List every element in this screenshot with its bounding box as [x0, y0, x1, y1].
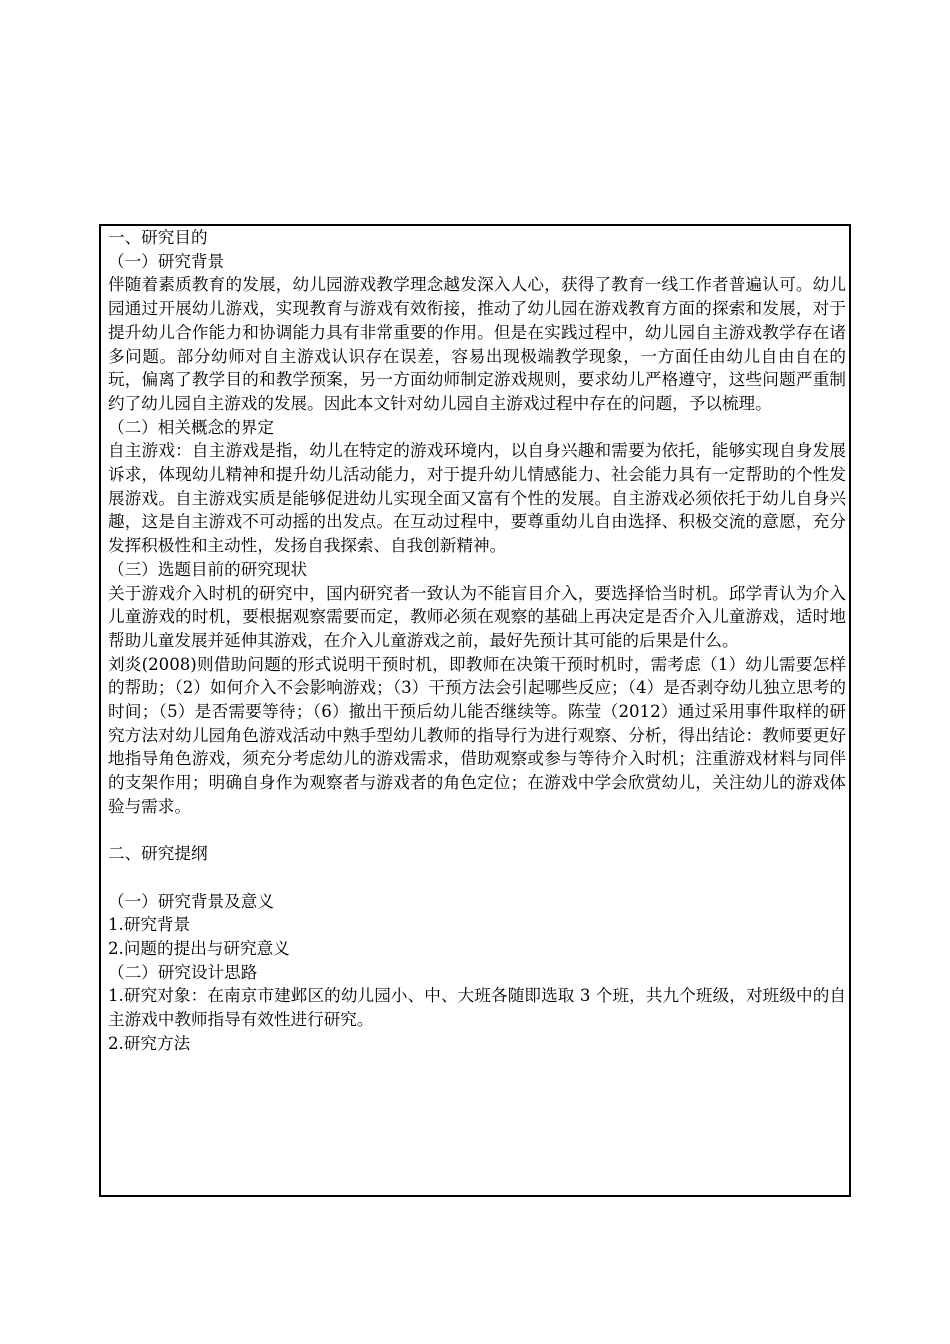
concepts-paragraph: 自主游戏：自主游戏是指，幼儿在特定的游戏环境内，以自身兴趣和需要为依托，能够实现自身发展诉求，体现幼儿精神和提升幼儿活动能力，对于提升幼儿情感能力、社会能力具有一定帮助的个性发展游戏。自主游戏实质是能够促进幼儿实现全面又富有个性的发展。自主游戏必须依托于幼儿自身兴趣，这是自主游戏不可动摇的出发点。在互动过程中，要尊重幼儿自由选择、积极交流的意愿，充分发挥积极性和主动性，发扬自我探索、自我创新精神。 — [108, 441, 846, 556]
outline-item: 1.研究背景 — [108, 915, 191, 935]
spacer — [108, 866, 846, 890]
outline-item: 2.问题的提出与研究意义 — [108, 939, 290, 959]
status-paragraph-1: 关于游戏介入时机的研究中，国内研究者一致认为不能盲目介入，要选择恰当时机。邱学青认为介入儿童游戏的时机，要根据观察需要而定，教师必须在观察的基础上再决定是否介入儿童游戏，适时地帮助儿童发展并延伸其游戏，在介入儿童游戏之前，最好先预计其可能的后果是什么。 — [108, 583, 846, 650]
subsection-background-title: （一）研究背景 — [108, 251, 225, 271]
background-paragraph: 伴随着素质教育的发展，幼儿园游戏教学理念越发深入人心，获得了教育一线工作者普遍认可。幼儿园通过开展幼儿游戏，实现教育与游戏有效衔接，推动了幼儿园在游戏教育方面的探索和发展，对于提升幼儿合作能力和协调能力具有非常重要的作用。但是在实践过程中，幼儿园自主游戏教学存在诸多问题。部分幼师对自主游戏认识存在误差，容易出现极端教学现象，一方面任由幼儿自由自在的玩，偏离了教学目的和教学预案，另一方面幼师制定游戏规则，要求幼儿严格遵守，这些问题严重制约了幼儿园自主游戏的发展。因此本文针对幼儿园自主游戏过程中存在的问题，予以梳理。 — [108, 275, 846, 413]
outline-item: 1.研究对象：在南京市建邺区的幼儿园小、中、大班各随即选取 3 个班，共九个班级，对班级中的自主游戏中教师指导有效性进行研究。 — [108, 986, 846, 1030]
outline-item: 2.研究方法 — [108, 1033, 191, 1053]
subsection-status-title: （三）选题目前的研究现状 — [108, 559, 308, 579]
outline-background-title: （一）研究背景及意义 — [108, 891, 274, 911]
subsection-concepts-title: （二）相关概念的界定 — [108, 417, 274, 437]
section-2-title: 二、研究提纲 — [108, 844, 208, 864]
status-paragraph-2: 刘炎(2008)则借助问题的形式说明干预时机，即教师在决策干预时机时，需考虑（1）幼儿需要怎样的帮助；（2）如何介入不会影响游戏；（3）干预方法会引起哪些反应；（4）是否剥夺幼儿独立思考的时间；（5）是否需要等待；（6）撤出干预后幼儿能否继续等。陈莹（2012）通过采用事件取样的研究方法对幼儿园角色游戏活动中熟手型幼儿教师的指导行为进行观察、分析，得出结论：教师要更好地指导角色游戏，须充分考虑幼儿的游戏需求，借助观察或参与等待介入时机；注重游戏材料与同伴的支架作用；明确自身作为观察者与游戏者的角色定位；在游戏中学会欣赏幼儿，关注幼儿的游戏体验与需求。 — [108, 654, 846, 816]
document-body — [108, 226, 846, 1056]
spacer — [108, 819, 846, 843]
section-1-title: 一、研究目的 — [108, 228, 208, 247]
outline-design-title: （二）研究设计思路 — [108, 962, 258, 982]
